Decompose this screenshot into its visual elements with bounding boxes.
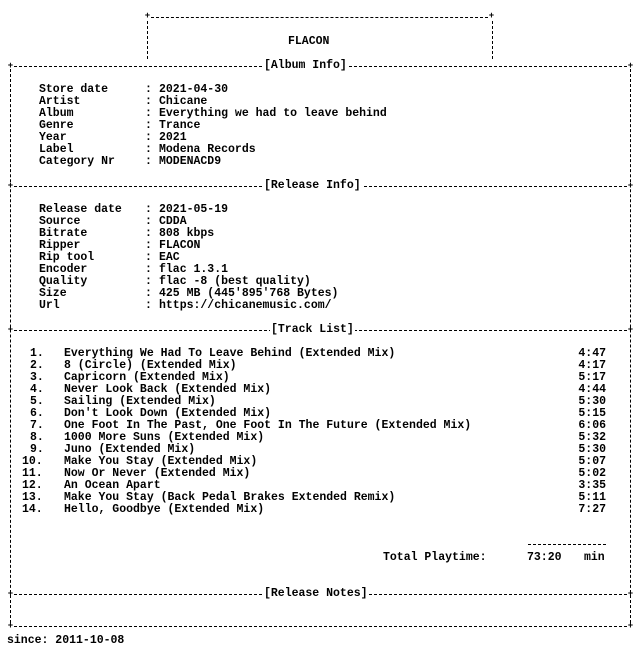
title-box-left-border [147,21,148,59]
album-info-corner-right [627,63,634,70]
track-list-corner-right [627,327,634,334]
total-playtime-value: 73:20 [527,551,562,564]
track-number: 11. [22,467,43,480]
track-duration: 5:02 [578,467,606,480]
frame-corner-bottom-right [627,623,634,630]
release-notes-corner-right [627,591,634,598]
track-title: Make You Stay (Back Pedal Brakes Extended Remix) [64,491,396,504]
release-info-separator [7,179,634,192]
track-duration: 5:30 [578,443,606,456]
total-playtime-unit: min [584,551,605,564]
track-title: Everything We Had To Leave Behind (Extended Mix) [64,347,396,360]
track-title: Capricorn (Extended Mix) [64,371,230,384]
track-title: One Foot In The Past, One Foot In The Future (Extended Mix) [64,419,472,432]
track-title: Never Look Back (Extended Mix) [64,383,272,396]
frame-bottom-line [14,626,627,627]
track-duration: 5:07 [578,455,606,468]
release-info-corner-left [7,183,14,190]
track-duration: 4:47 [578,347,606,360]
track-number: 13. [22,491,43,504]
track-number: 4. [30,383,44,396]
total-divider [528,544,606,545]
track-title: Hello, Goodbye (Extended Mix) [64,503,265,516]
track-title: Sailing (Extended Mix) [64,395,216,408]
track-duration: 3:35 [578,479,606,492]
track-title: 1000 More Suns (Extended Mix) [64,431,265,444]
album-info-corner-left [7,63,14,70]
track-number: 6. [30,407,44,420]
track-number: 1. [30,347,44,360]
track-title: 8 (Circle) (Extended Mix) [64,359,237,372]
track-list-corner-left [7,327,14,334]
track-number: 14. [22,503,43,516]
track-number: 7. [30,419,44,432]
release-notes-corner-left [7,591,14,598]
track-duration: 4:17 [578,359,606,372]
track-title: Make You Stay (Extended Mix) [64,455,258,468]
frame-bottom-border [7,626,634,627]
since-date: since: 2011-10-08 [7,634,125,647]
track-duration: 5:32 [578,431,606,444]
page-title: FLACON [288,35,330,48]
track-duration: 4:44 [578,383,606,396]
release-info-corner-right [627,183,634,190]
track-duration: 5:17 [578,371,606,384]
title-box-top-border [151,17,488,18]
track-duration: 7:27 [578,503,606,516]
release-notes-heading: [Release Notes] [264,587,368,600]
frame-right-border [630,69,631,623]
release-notes-separator [7,587,634,600]
track-row [22,503,610,516]
release-info-heading: [Release Info] [264,179,361,192]
track-list-separator [7,323,634,336]
album-info-heading: [Album Info] [264,59,347,72]
track-list-heading: [Track List] [271,323,354,336]
track-duration: 5:15 [578,407,606,420]
track-duration: 5:30 [578,395,606,408]
track-title: Now Or Never (Extended Mix) [64,467,251,480]
track-duration: 6:06 [578,419,606,432]
frame-corner-bottom-left [7,623,14,630]
track-title: An Ocean Apart [64,479,161,492]
track-title: Juno (Extended Mix) [64,443,196,456]
track-number: 8. [30,431,44,444]
track-number: 3. [30,371,44,384]
track-number: 9. [30,443,44,456]
track-number: 5. [30,395,44,408]
frame-left-border [10,69,11,623]
album-info-separator [7,59,634,72]
track-duration: 5:11 [578,491,606,504]
track-title: Don't Look Down (Extended Mix) [64,407,272,420]
release-url-link[interactable]: https://chicanemusic.com/ [159,299,332,312]
title-box-corner-tl [144,13,151,20]
title-box-right-border [492,21,493,59]
total-playtime-label: Total Playtime: [383,551,487,564]
track-number: 10. [22,455,43,468]
track-number: 12. [22,479,43,492]
track-number: 2. [30,359,44,372]
title-box-corner-tr [488,13,495,20]
